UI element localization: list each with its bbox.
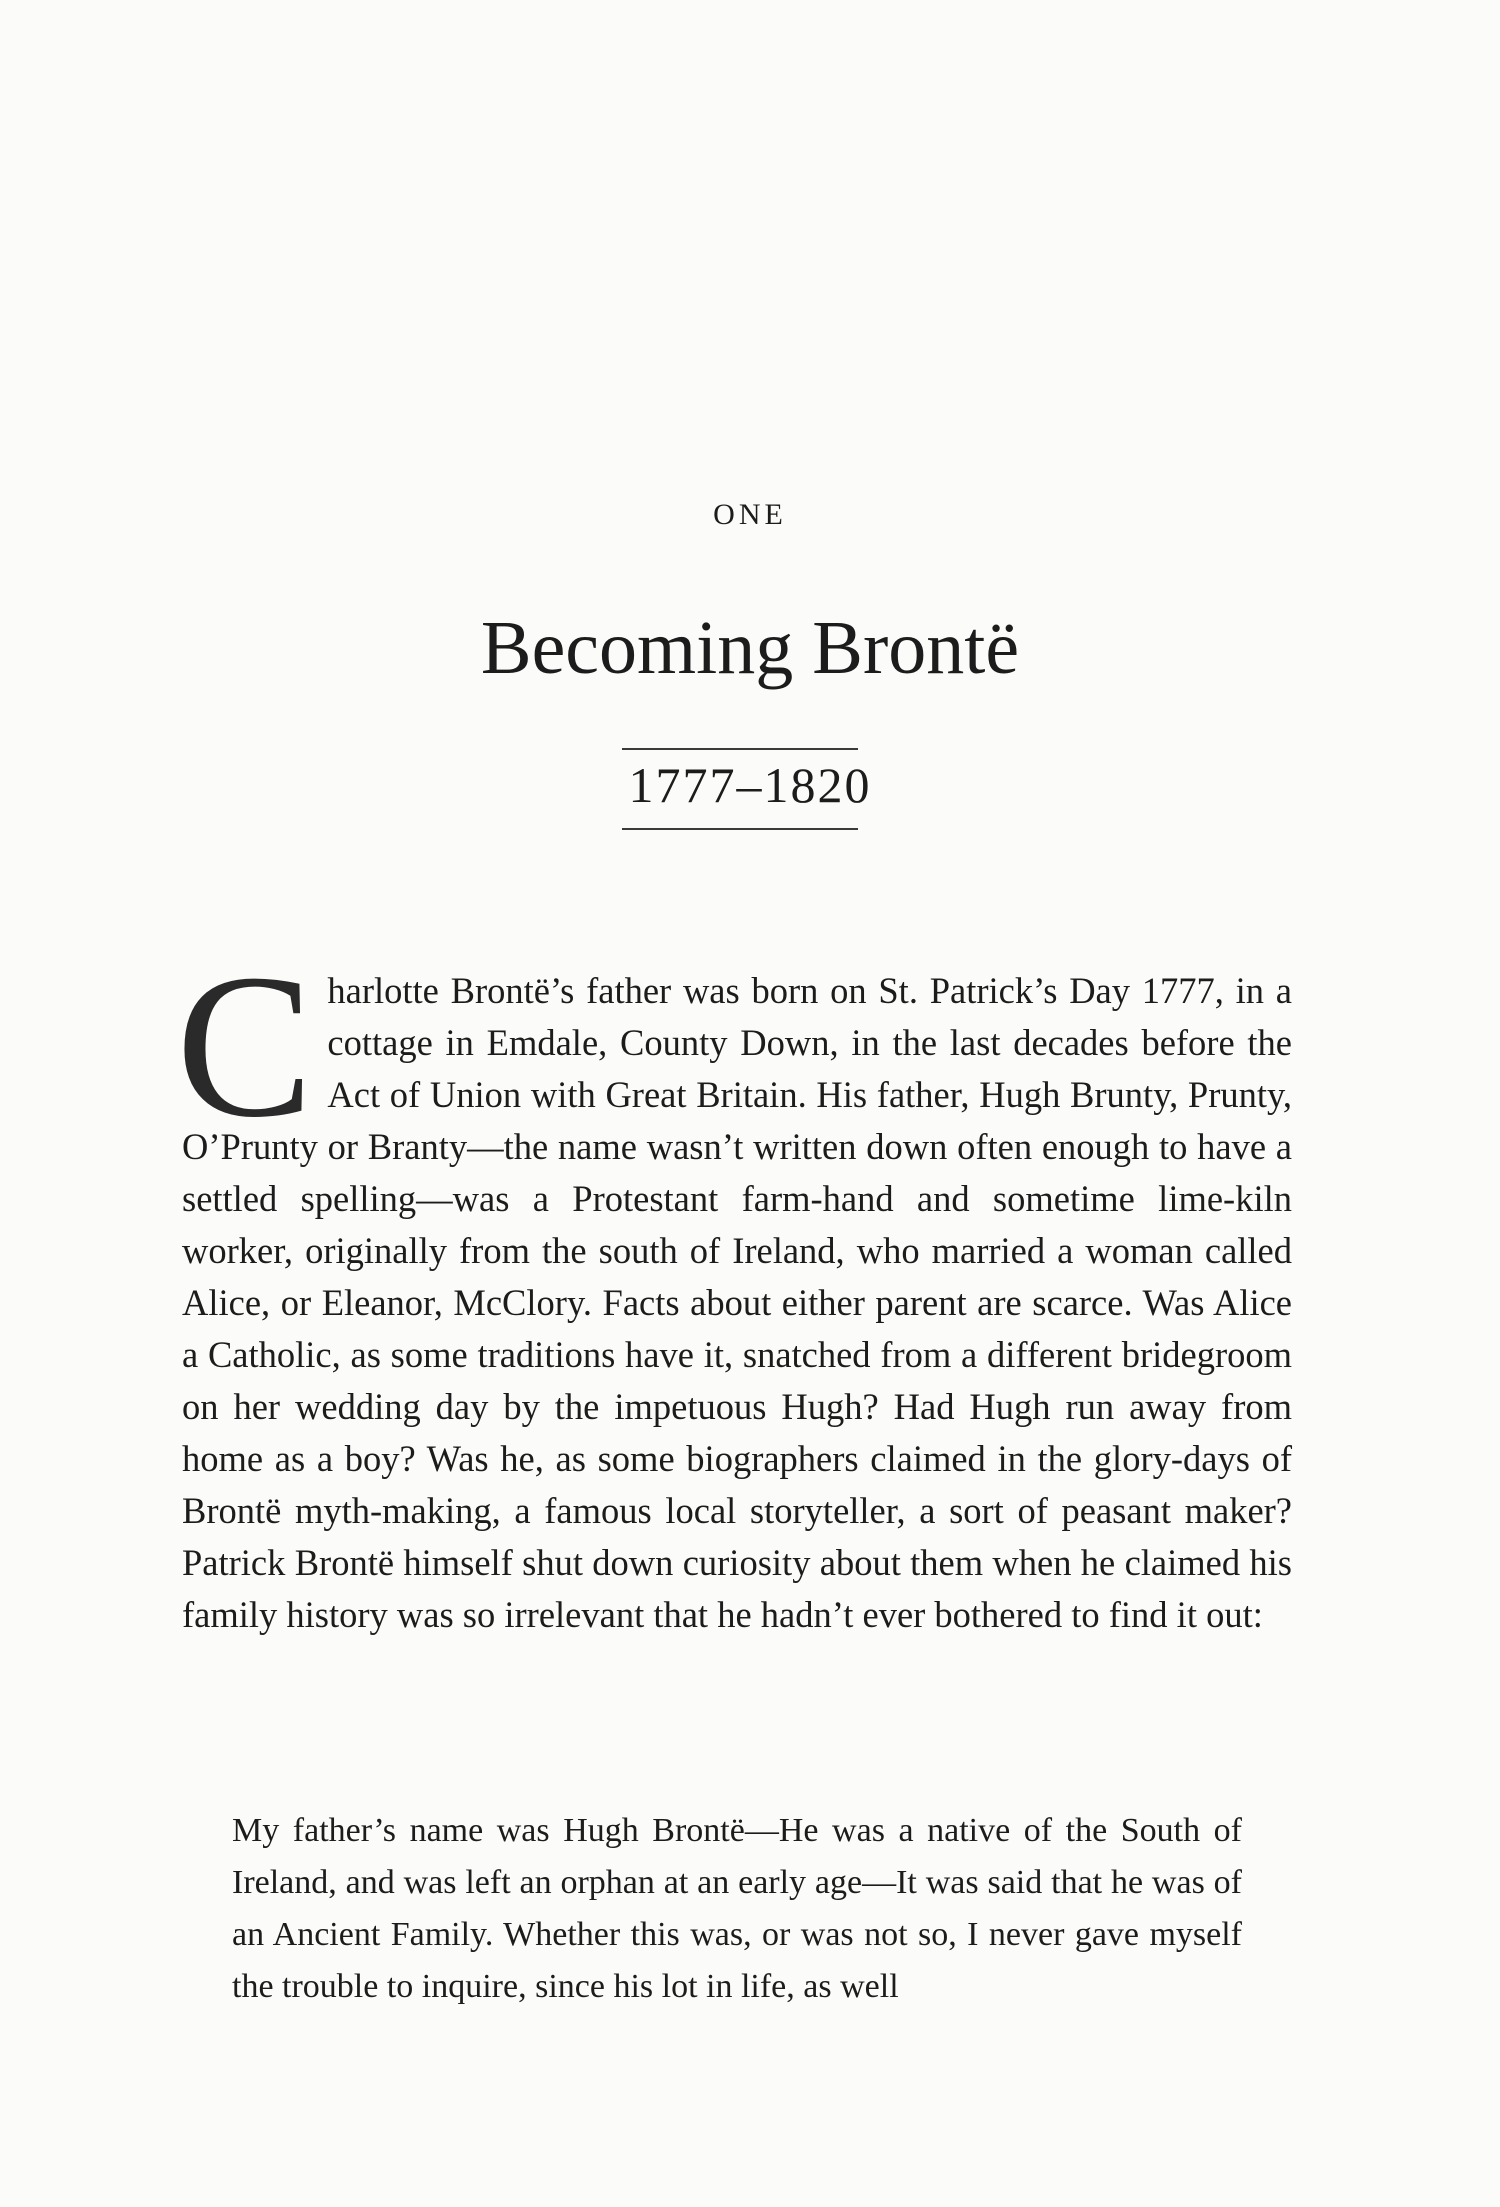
dates-rule-top: [622, 748, 858, 750]
block-quote: My father’s name was Hugh Brontë—He was a native of the South of Ireland, and was left an orphan at an early age—It was said that he was of an Ancient Family. Whether this was, or was not so, I never gave myself the trouble to inquire, since his lot in life, as well: [232, 1812, 1242, 2005]
drop-cap: C: [176, 931, 314, 1160]
paragraph-text: harlotte Brontë’s father was born on St. Patrick’s Day 1777, in a cottage in Emdale, County Down, in the last decades before the Act of Union with Great Britain. His father, Hugh Brunty, Prunty, O’Prunty or Branty—the name wasn’t written down often enough to have a settled spelling—was a Protestant farm-hand and sometime lime-kiln worker, originally from the south of Ireland, who married a woman called Alice, or Eleanor, McClory. Facts about either parent are scarce. Was Alice a Catholic, as some traditions have it, snatched from a different bridegroom on her wedding day by the impetuous Hugh? Had Hugh run away from home as a boy? Was he, as some biographers claimed in the glory-days of Brontë myth-making, a famous local storyteller, a sort of peasant maker? Patrick Brontë himself shut down curiosity about them when he claimed his family history was so irrelevant that he hadn’t ever bothered to find it out:: [182, 970, 1292, 1635]
opening-paragraph: [176, 931, 1292, 1641]
dates-rule-bottom: [622, 828, 858, 830]
chapter-title: Becoming Brontë: [480, 606, 1020, 690]
chapter-number: ONE: [713, 498, 787, 531]
chapter-dates: 1777–1820: [628, 757, 872, 813]
